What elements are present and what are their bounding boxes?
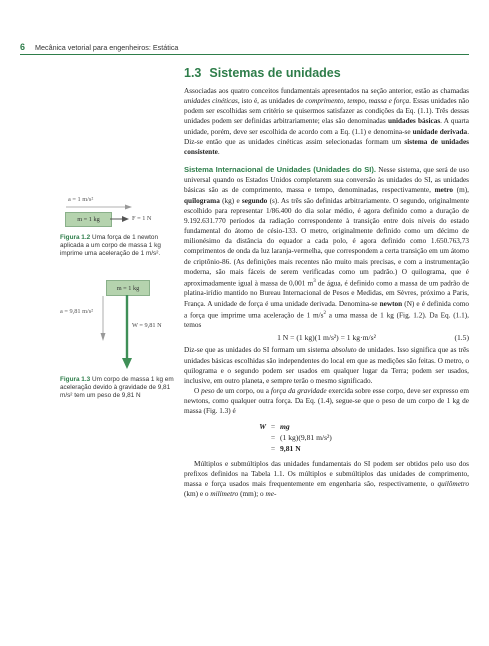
equation-1-5-body: 1 N = (1 kg)(1 m/s²) = 1 kg·m/s²: [277, 333, 376, 343]
fig12-acceleration-label: a = 1 m/s²: [68, 196, 94, 203]
fig13-weight-label: W = 9,81 N: [132, 322, 162, 329]
fig12-acceleration-arrow: [60, 204, 140, 210]
equation-1-5-tag: (1.5): [454, 333, 469, 343]
fig12-mass-block: [65, 212, 112, 227]
fig13-caption-text: Um corpo de massa 1 kg em aceleração devido à gravidade de 9,81 m/s² tem um peso de 9,81 N: [60, 376, 174, 400]
si-paragraph: Sistema Internacional de Unidades (Unidades do SI). Nesse sistema, que será de uso universal quando os Estados Unidos completarem sua conversão às unidades do SI, as unidades básicas são as de comprimento, massa e tempo, denominadas, respectivamente, metro (m), quilograma (kg) e segundo (s). As três são definidas arbitrariamente. O segundo, originalmente escolhido para representar 1/86.400 do dia solar médio, é agora definido como a duração de 9.192.631.770 períodos da radiação correspondente à transição entre dois níveis do estado fundamental do átomo de césio-133. O metro, originalmente definido como um décimo de milionésimo da distância do equador a cada polo, é agora definido como 1.650.763,73 comprimentos de onda da luz laranja-vermelha, que correspondem a certa transição em um átomo de criptônio-86. (As definições mais recentes não muito mais precisas, e com a instrumentação moderna, são mais fáceis de serem verificadas como um padrão.) O quilograma, que é aproximadamente igual à massa de 0,001 $m^3$ de água, é definido como a massa de um padrão de platina-irídio mantido no Bureau Internacional de Pesos e Medidas, em Sèvres, próximo a Paris, França. A unidade de força é uma unidade derivada. Denomina-se newton (N) e é definida como a força que imprime uma aceleração de 1 $m/s^2$ a uma massa de 1 kg (Fig. 1.2). Da Eq. (1.1), temos: [184, 165, 469, 330]
fig13-mass-label: m = 1 kg: [116, 284, 140, 292]
figure-1-3-caption: [60, 376, 178, 401]
equation-1-5: [184, 330, 469, 345]
fig13-mass-block: [106, 280, 150, 296]
header-rule: [20, 54, 469, 55]
weight-equation: W = mg = (1 kg)(9,81 m/s²) = 9,81 N: [259, 421, 332, 453]
book-title: Mecânica vetorial para engenheiros: Estática: [35, 43, 179, 52]
fig13-acceleration-arrow: [99, 296, 107, 346]
prefixes-paragraph: Múltiplos e submúltiplos das unidades fundamentais do SI podem ser obtidos pelo uso dos prefixos definidos na Tabela 1.1. Os múltiplos e submúltiplos das unidades de comprimento, massa e força usados mais frequentemente em engenharia são, respectivamente, o quilômetro (km) e o milímetro (mm); o me-: [184, 459, 469, 498]
fig12-caption-text: Uma força de 1 newton aplicada a um corpo de massa 1 kg imprime uma aceleração de 1 m/s².: [60, 234, 161, 258]
main-column: [184, 66, 469, 499]
fig12-force-arrow: [110, 215, 130, 223]
figure-1-2-caption: [60, 234, 178, 259]
weight-paragraph: O peso de um corpo, ou a força da gravidade exercida sobre esse corpo, deve ser expresso em newtons, como qualquer outra força. Da Eq. (1.4), segue-se que o peso de um corpo de 1 kg de massa (Fig. 1.3) é: [184, 387, 469, 416]
fig13-caption-label: Figura 1.3: [60, 376, 91, 383]
fig12-caption-label: Figura 1.2: [60, 234, 91, 241]
figure-1-3: [60, 276, 180, 376]
section-heading: [184, 66, 469, 80]
fig13-weight-arrow: [121, 295, 133, 371]
absolute-system-paragraph: Diz-se que as unidades do SI formam um sistema absoluto de unidades. Isso significa que as três unidades básicas escolhidas são independentes do local em que as medições são feitas. O metro, o quilograma e o segundo podem ser usados em qualquer lugar da Terra; podem ser usados, inclusive, em outro planeta, e sempre terão o mesmo significado.: [184, 346, 469, 385]
section-number: 1.3: [184, 66, 202, 80]
section-title: Sistemas de unidades: [209, 66, 341, 80]
fig12-force-label: F = 1 N: [132, 215, 152, 222]
intro-paragraph: Associadas aos quatro conceitos fundamentais apresentados na seção anterior, estão as chamadas unidades cinéticas, isto é, as unidades de comprimento, tempo, massa e força. Essas unidades não podem ser escolhidas sem critério se quisermos satisfazer as condições da Eq. (1.1). Três dessas unidades podem ser definidas arbitrariamente; elas são denominadas unidades básicas. A quarta unidade, porém, deve ser escolhida de acordo com a Eq. (1.1) e denomina-se unidade derivada. Diz-se então que as unidades cinéticas assim selecionadas formam um sistema de unidades consistente.: [184, 87, 469, 156]
fig12-mass-label: m = 1 kg: [77, 216, 100, 223]
si-heading: Sistema Internacional de Unidades (Unidades do SI).: [184, 165, 377, 175]
running-head: [20, 42, 469, 56]
page-number: 6: [20, 42, 26, 52]
fig13-acceleration-label: a = 9,81 m/s²: [60, 308, 94, 315]
